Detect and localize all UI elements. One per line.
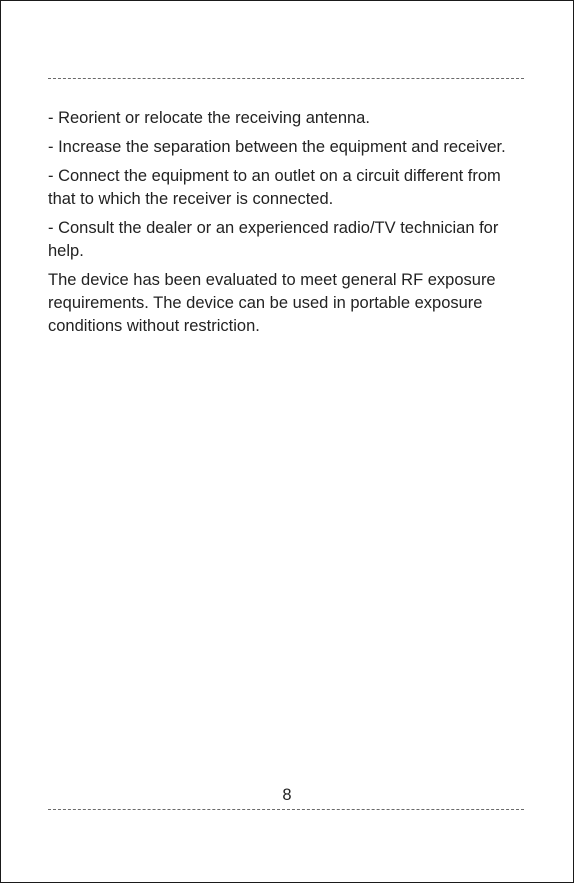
instruction-consult-technician: - Consult the dealer or an experienced radio/TV technician for help. xyxy=(48,219,499,260)
bottom-dashed-divider xyxy=(48,809,524,810)
page-body xyxy=(48,107,528,344)
instruction-different-outlet: - Connect the equipment to an outlet on a circuit different from that to which the receiver is connected. xyxy=(48,167,501,208)
instruction-increase-separation: - Increase the separation between the equipment and receiver. xyxy=(48,138,506,156)
instruction-reorient-antenna: - Reorient or relocate the receiving antenna. xyxy=(48,109,370,127)
top-dashed-divider xyxy=(48,78,524,79)
page-number: 8 xyxy=(282,786,292,804)
rf-exposure-statement: The device has been evaluated to meet general RF exposure requirements. The device can be used in portable exposure conditions without restriction. xyxy=(48,271,496,335)
